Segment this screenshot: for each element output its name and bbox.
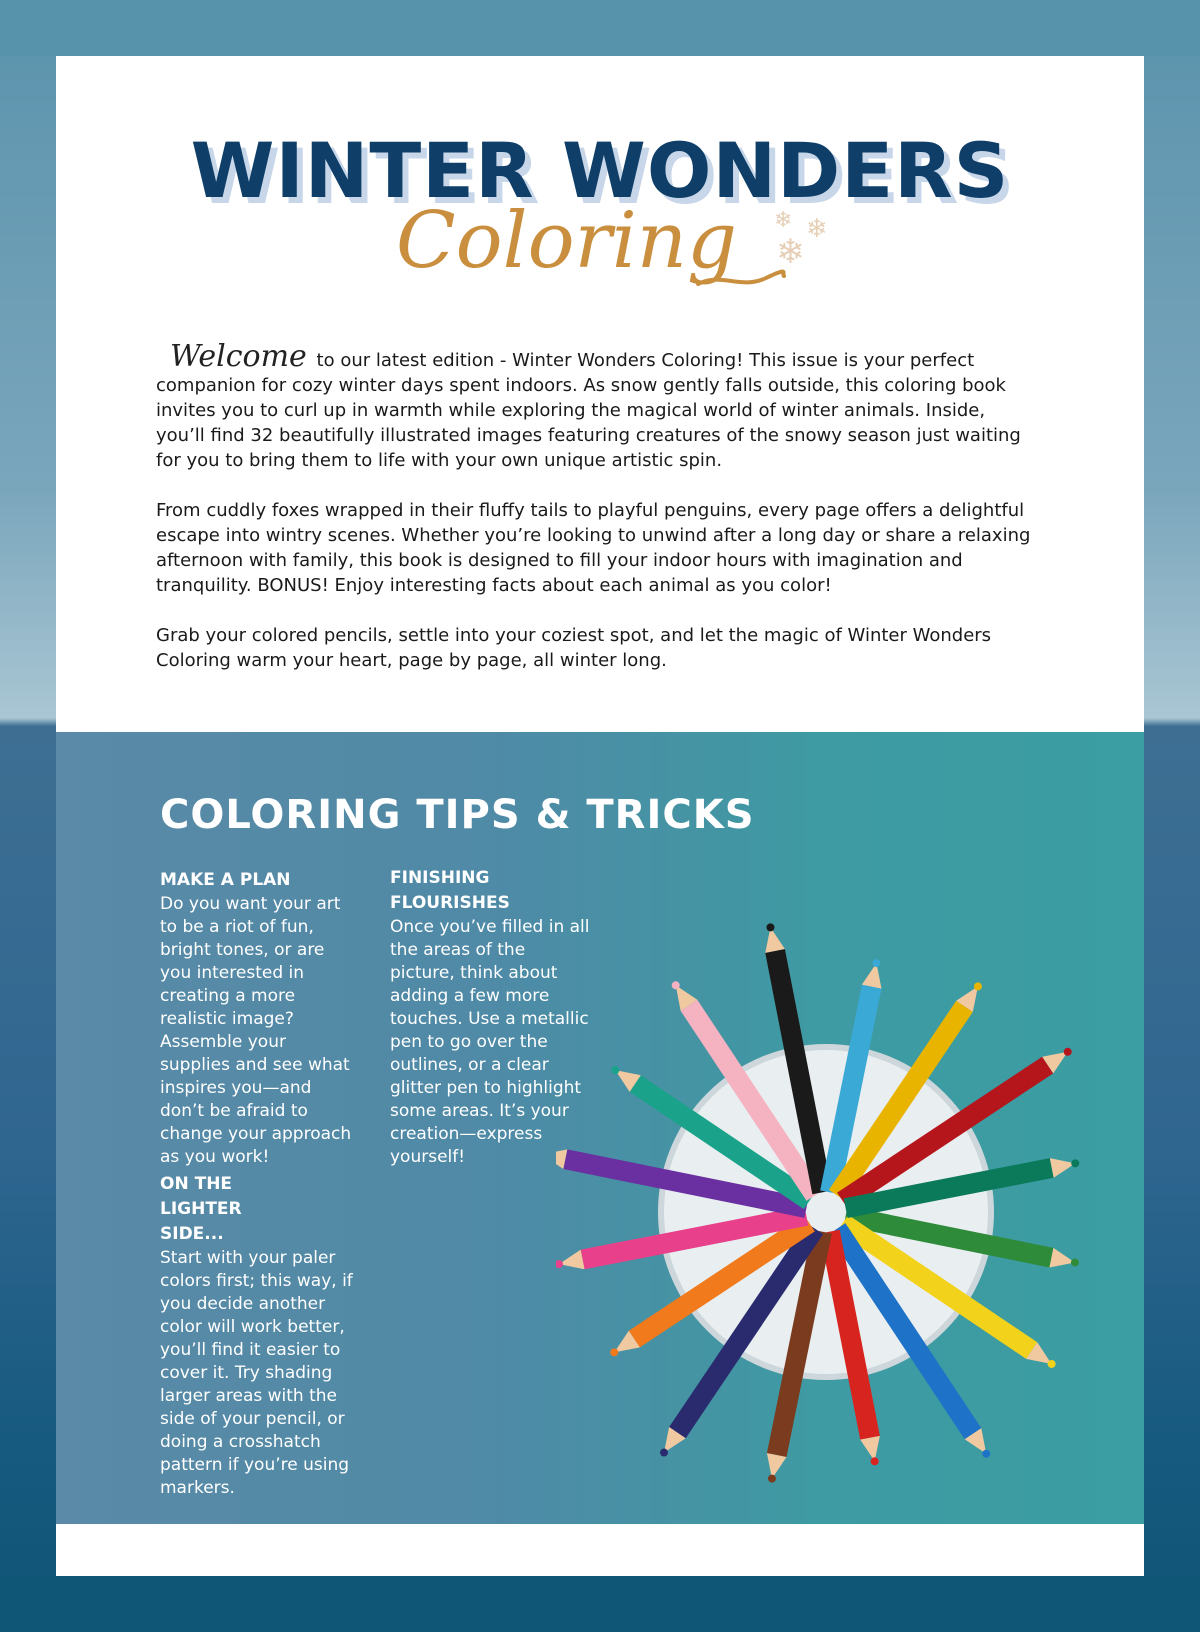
pencil-lead bbox=[766, 923, 774, 931]
pencil-tip bbox=[559, 1250, 584, 1270]
top-frame-bar bbox=[0, 0, 1200, 56]
bottom-white-strip bbox=[56, 1524, 1144, 1576]
pencil-lead bbox=[982, 1450, 990, 1458]
pencil-cup bbox=[661, 1047, 991, 1377]
page-title: WINTER WONDERS bbox=[190, 126, 1010, 215]
pencil-tip bbox=[765, 927, 785, 952]
colored-pencils-image bbox=[556, 912, 1116, 1512]
bottom-frame-bar bbox=[0, 1576, 1200, 1632]
welcome-script-word: Welcome bbox=[170, 339, 307, 374]
tip-make-a-plan bbox=[160, 868, 360, 1169]
intro-paragraph-1 bbox=[156, 339, 1036, 473]
tip-lighter-side bbox=[160, 1172, 360, 1500]
intro-text bbox=[156, 339, 1036, 698]
snowflake-icon: ❄ bbox=[806, 214, 828, 244]
intro-page bbox=[56, 56, 1144, 732]
intro-paragraph-3: Grab your colored pencils, settle into your coziest spot, and let the magic of Winter Wonders Coloring warm your heart, page by page, all winter long. bbox=[156, 625, 992, 671]
pencil-lead bbox=[660, 1449, 668, 1457]
pencil-lead bbox=[872, 959, 880, 967]
pencil-tip bbox=[1049, 1248, 1075, 1268]
tip-body: Do you want your art to be a riot of fun, bright tones, or are you interested in creating a more realistic image? Assemble your supplies and see what inspires you—and don’t be afraid to change your approach as you work! bbox=[160, 894, 352, 1167]
pencil-lead bbox=[871, 1457, 879, 1465]
pencil-lead bbox=[974, 982, 982, 990]
tip-heading: FINISHING FLOURISHES bbox=[390, 868, 510, 913]
pencil-tip bbox=[860, 1436, 880, 1461]
pencil-lead bbox=[768, 1475, 776, 1483]
intro-paragraph-1-text: to our latest edition - Winter Wonders Coloring! This issue is your perfect companion for cozy winter days spent indoors. As snow gently falls outside, this coloring book invites you to curl up in warmth while exploring the magical world of winter animals. Inside, you’ll find 32 beautifully illustrated images featuring creatures of the snowy season just waiting for you to bring them to life with your own unique artistic spin. bbox=[156, 350, 1021, 471]
pencil-tip bbox=[862, 963, 882, 989]
tip-heading: MAKE A PLAN bbox=[160, 870, 291, 890]
tips-section bbox=[56, 732, 1144, 1524]
tip-body: Once you’ve filled in all the areas of the picture, think about adding a few more touches. Use a metallic pen to go over the outlines, or a clear glitter pen to highlight some areas. It’s your creation—express yourself! bbox=[390, 917, 590, 1167]
pencil-lead bbox=[672, 981, 680, 989]
snowflake-decor bbox=[746, 210, 866, 290]
pencil-lead bbox=[611, 1066, 619, 1074]
pencil-lead bbox=[1064, 1048, 1072, 1056]
page-subtitle-script: Coloring bbox=[396, 196, 737, 286]
tips-title: COLORING TIPS & TRICKS bbox=[160, 792, 755, 838]
pencil-lead bbox=[556, 1260, 563, 1268]
tip-heading: ON THE LIGHTER SIDE... bbox=[160, 1174, 242, 1244]
snowflake-icon: ❄ bbox=[776, 232, 805, 272]
intro-paragraph-2: From cuddly foxes wrapped in their fluffy tails to playful penguins, every page offers a delightful escape into wintry scenes. Whether you’re looking to unwind after a long day or share a relaxing afternoon with family, this book is designed to fill your indoor hours with imagination and tranquility. BONUS! Enjoy interesting facts about each animal as you color! bbox=[156, 500, 1031, 596]
snowflake-icon: ❄ bbox=[774, 208, 793, 233]
pencil-lead bbox=[1071, 1159, 1079, 1167]
pencil-tip bbox=[767, 1453, 787, 1479]
pencil-lead bbox=[1071, 1258, 1079, 1266]
pencil-lead bbox=[1048, 1360, 1056, 1368]
pencil-tip bbox=[1050, 1158, 1075, 1178]
pencil-lead bbox=[610, 1348, 618, 1356]
tip-body: Start with your paler colors first; this way, if you decide another color will work better, you’ll find it easier to cover it. Try shading larger areas with the side of your pencil, or doing a crosshatch pattern if you’re using markers. bbox=[160, 1248, 353, 1498]
